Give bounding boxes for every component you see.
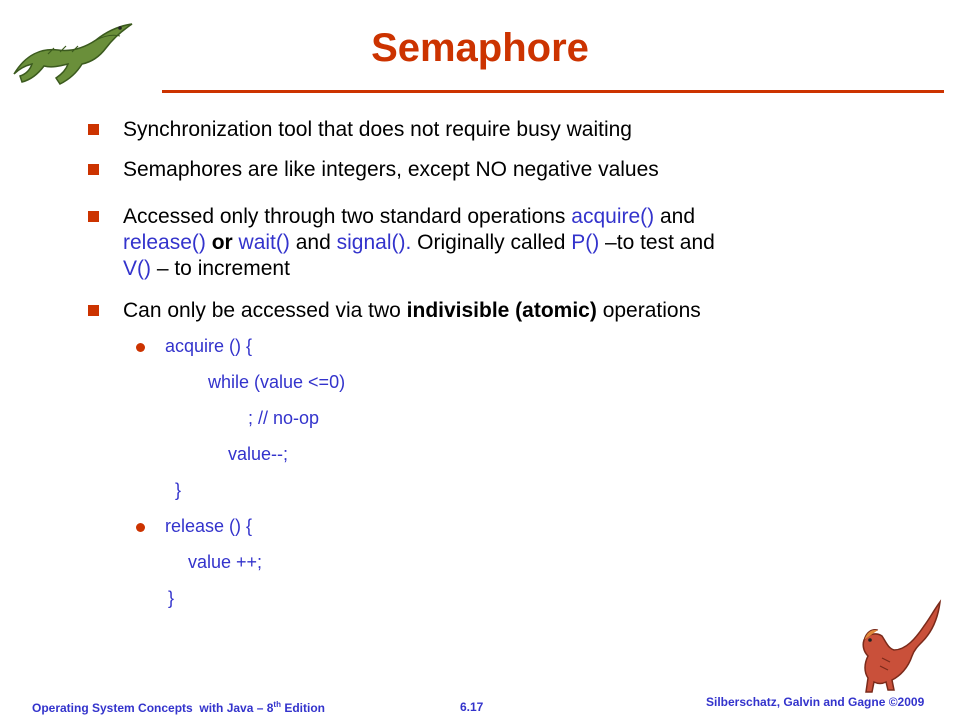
op-v: V()	[123, 257, 151, 280]
footer-authors: Silberschatz, Galvin and Gagne ©2009	[706, 695, 925, 709]
op-acquire: acquire()	[571, 205, 655, 228]
code-release-close: }	[168, 588, 175, 608]
title-underline	[162, 90, 944, 93]
square-bullet-icon	[88, 211, 99, 222]
text-run: – to increment	[151, 257, 290, 280]
square-bullet-icon	[88, 305, 99, 316]
red-dinosaur-icon	[852, 598, 948, 694]
op-signal: signal().	[336, 231, 412, 254]
footer-superscript: th	[273, 700, 281, 709]
code-acquire-header: acquire () {	[165, 336, 253, 356]
code-acquire-close: }	[175, 480, 182, 500]
bullet-line	[123, 204, 883, 230]
bullet-line	[123, 230, 883, 256]
code-increment-line: value ++;	[188, 552, 263, 572]
op-wait: wait()	[238, 231, 290, 254]
bullet-text	[123, 298, 883, 324]
text-run: operations	[596, 299, 701, 322]
footer-text: Operating System Concepts with Java – 8	[32, 701, 274, 715]
code-decrement-line: value--;	[228, 444, 289, 464]
bullet-line	[123, 256, 883, 282]
footer-text: Edition	[280, 701, 325, 715]
text-run: –to test and	[599, 231, 715, 254]
text-run: or	[205, 231, 239, 254]
text-run: Can only be accessed via two	[123, 299, 407, 322]
code-release-header: release () {	[165, 516, 253, 536]
text-run: and	[289, 231, 337, 254]
op-p: P()	[571, 231, 600, 254]
bullet-text: Synchronization tool that does not require busy waiting	[123, 118, 632, 141]
footer-page-number: 6.17	[460, 700, 484, 714]
slide-title: Semaphore	[371, 26, 589, 70]
bullet-text: Semaphores are like integers, except NO negative values	[123, 158, 659, 181]
emphasis-atomic: indivisible (atomic)	[406, 299, 597, 322]
square-bullet-icon	[88, 124, 99, 135]
op-release: release()	[123, 231, 206, 254]
text-run: Accessed only through two standard operations	[123, 205, 572, 228]
code-noop-line: ; // no-op	[248, 408, 320, 428]
text-run: Originally called	[411, 231, 572, 254]
round-bullet-icon	[136, 523, 145, 532]
text-run: and	[654, 205, 696, 228]
square-bullet-icon	[88, 164, 99, 175]
round-bullet-icon	[136, 343, 145, 352]
bullet-text	[123, 204, 883, 282]
code-while-line: while (value <=0)	[208, 372, 346, 392]
footer-book-title	[32, 700, 325, 715]
